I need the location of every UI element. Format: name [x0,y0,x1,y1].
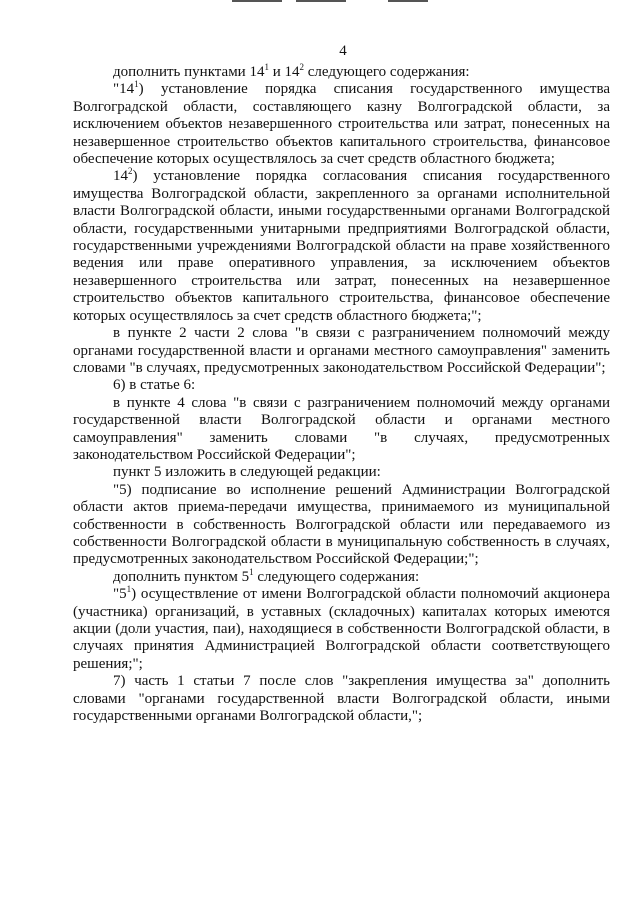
text: 14 [113,168,128,185]
text: ) установление порядка согласования списания государственного имущества Волгоградской области, закрепленного за органами исполнительной власти Волгоградской области, иными государственными органами Волгоградской области, государственными унитарными предприятиями Волгоградской области, государственными учреждениями Волгоградской области на праве хозяйственного ведения или праве оперативного управления, за исключением объектов незавершенного строительства или затрат, понесенных на незавершенное строительство объектов капитального строительства, финансовое обеспечение которых осуществлялось за счет средств областного бюджета;"; [73,168,610,324]
text: дополнить пунктом 5 [113,568,250,585]
text: ) осуществление от имени Волгоградской области полномочий акционера (участника) организаций, в уставных (складочных) капиталах которых имеются акции (доли участия, паи), находящиеся в собственности Волгоградской области, в случаях принятия Администрацией Волгоградской области соответствующего решения;"; [73,586,610,672]
paragraph-point-14-1 [73,81,610,168]
superscript: 1 [249,566,254,577]
paragraph-point-5-edit: пункт 5 изложить в следующей редакции: [113,464,381,481]
superscript: 1 [134,79,139,90]
text: "14 [113,81,135,98]
page-number: 4 [339,43,347,59]
text: "5 [113,586,127,603]
superscript: 1 [264,62,269,72]
paragraph-point-14-2 [73,168,610,325]
scan-artifact-line [388,0,428,2]
paragraph-point-2-part-2: в пункте 2 части 2 слова "в связи с разграничением полномочий между органами государственной власти и органами местного самоуправления" заменить словами "в случаях, предусмотренных законодательством Российской Федерации"; [73,325,610,376]
scan-artifact-line [232,0,282,2]
text: ) установление порядка списания государственного имущества Волгоградской области, составляющего казну Волгоградской области, за исключением объектов незавершенного строительства или затрат, понесенных на незавершенное строительство объектов капитального строительства, финансовое обеспечение которых осуществлялось за счет средств областного бюджета; [73,81,610,168]
paragraph-article-6: 6) в статье 6: [113,377,196,394]
text: и 14 [268,64,300,80]
text: дополнить пунктами 14 [113,64,265,80]
superscript: 2 [128,166,133,177]
paragraph-add-point-5-1 [73,566,610,586]
paragraph-point-5-1 [73,586,610,673]
paragraph-add-points-14 [73,64,610,81]
paragraph-point-4: в пункте 4 слова "в связи с разграничением полномочий между органами государственной власти Волгоградской области и органами местного самоуправления" заменить словами "в случаях, предусмотренных законодательством Российской Федерации"; [73,394,610,463]
document-body [73,64,610,725]
scan-artifact-line [296,0,346,2]
superscript: 2 [299,62,304,72]
paragraph-point-5-text: "5) подписание во исполнение решений Администрации Волгоградской области актов приема-передачи имущества, принимаемого из муниципальной собственности в собственность Волгоградской области или передаваемого из собственности Волгоградской области в муниципальную собственность в случаях, предусмотренных законодательством Российской Федерации;"; [73,481,610,568]
text: следующего содержания: [253,568,420,585]
superscript: 1 [126,584,132,595]
text: следующего содержания: [304,64,470,80]
paragraph-article-7: 7) часть 1 статьи 7 после слов "закрепления имущества за" дополнить словами "органами государственной власти Волгоградской области, иными государственными органами Волгоградской области,"; [73,673,610,725]
